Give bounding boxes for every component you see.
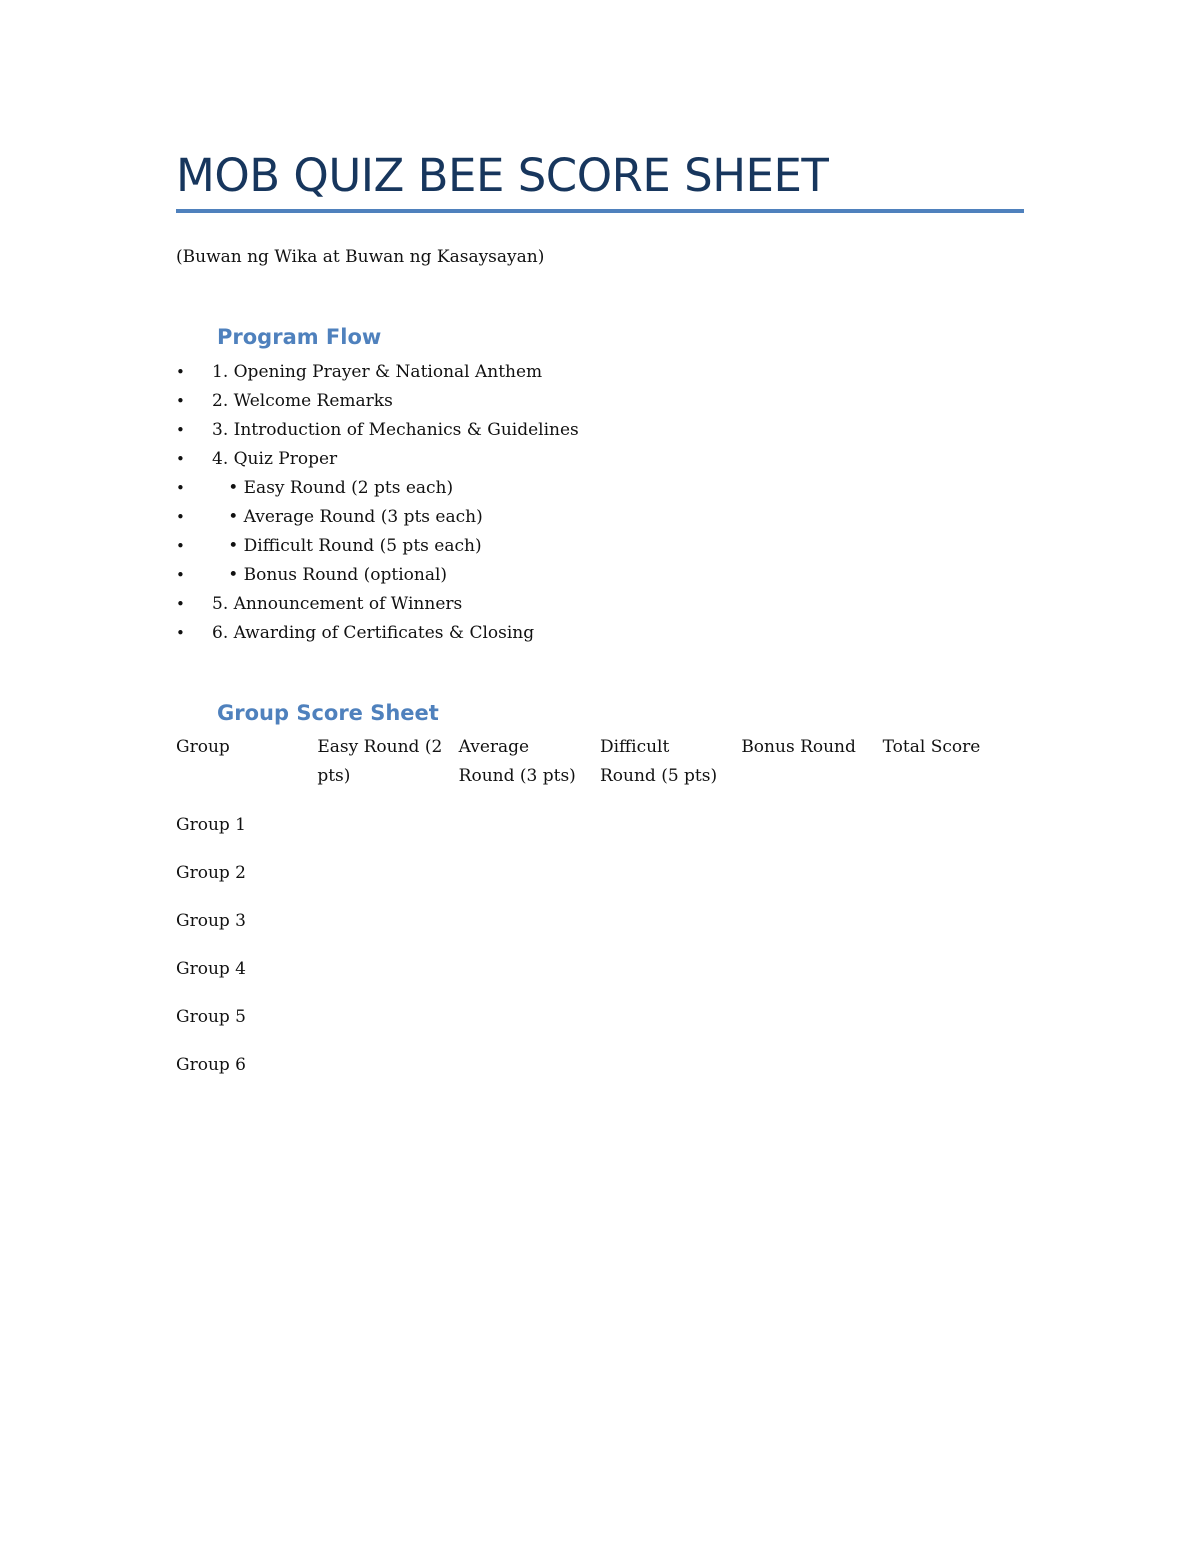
score-cell [883, 1003, 1024, 1051]
bullet-icon: • [176, 566, 185, 584]
table-row [176, 1003, 1024, 1051]
column-header: Difficult Round (5 pts) [599, 737, 718, 786]
score-cell [741, 859, 882, 907]
table-row [176, 955, 1024, 1003]
table-row [176, 1051, 1024, 1099]
score-cell [883, 907, 1024, 955]
score-cell [883, 811, 1024, 859]
group-name-cell: Group 4 [176, 959, 246, 979]
program-flow-item-text: • Difficult Round (5 pts each) [212, 536, 482, 556]
program-flow-item-text: • Bonus Round (optional) [212, 565, 448, 585]
column-header: Total Score [882, 737, 981, 757]
score-cell [600, 1051, 741, 1099]
score-cell [317, 1003, 458, 1051]
score-cell [741, 955, 882, 1003]
bullet-icon: • [176, 537, 185, 555]
score-table-header-row [176, 733, 1024, 811]
score-cell [317, 955, 458, 1003]
score-cell [883, 859, 1024, 907]
group-name-cell: Group 6 [176, 1055, 246, 1075]
score-cell [459, 859, 600, 907]
score-cell [317, 811, 458, 859]
program-flow-item-text: 1. Opening Prayer & National Anthem [212, 362, 543, 382]
bullet-icon: • [176, 363, 185, 381]
score-cell [317, 859, 458, 907]
group-score-table [176, 733, 1024, 1099]
document-subtitle: (Buwan ng Wika at Buwan ng Kasaysayan) [176, 247, 545, 267]
bullet-icon: • [176, 624, 185, 642]
column-header: Average Round (3 pts) [458, 737, 576, 786]
program-flow-item-text: 2. Welcome Remarks [212, 391, 393, 411]
score-cell [459, 907, 600, 955]
score-cell [741, 811, 882, 859]
score-cell [459, 1003, 600, 1051]
table-row [176, 811, 1024, 859]
program-flow-item-text: • Easy Round (2 pts each) [212, 478, 454, 498]
score-cell [600, 1003, 741, 1051]
score-cell [600, 811, 741, 859]
score-cell [459, 955, 600, 1003]
score-cell [600, 859, 741, 907]
score-cell [317, 907, 458, 955]
bullet-icon: • [176, 595, 185, 613]
program-flow-item-text: 5. Announcement of Winners [212, 594, 463, 614]
bullet-icon: • [176, 392, 185, 410]
score-cell [317, 1051, 458, 1099]
table-row [176, 907, 1024, 955]
title-underline [176, 209, 1024, 213]
score-cell [883, 955, 1024, 1003]
program-flow-item-text: 6. Awarding of Certificates & Closing [212, 623, 535, 643]
score-cell [600, 907, 741, 955]
score-cell [459, 811, 600, 859]
program-flow-item-text: 4. Quiz Proper [212, 449, 338, 469]
column-header: Bonus Round [741, 737, 856, 757]
program-flow-item-text: • Average Round (3 pts each) [212, 507, 483, 527]
document-title: MOB QUIZ BEE SCORE SHEET [176, 149, 829, 202]
score-cell [459, 1051, 600, 1099]
program-flow-item-text: 3. Introduction of Mechanics & Guidelines [212, 420, 579, 440]
column-header: Group [176, 737, 230, 757]
column-header: Easy Round (2 pts) [317, 737, 443, 786]
program-flow-heading: Program Flow [217, 325, 382, 349]
score-cell [741, 1003, 882, 1051]
score-cell [741, 1051, 882, 1099]
group-name-cell: Group 1 [176, 815, 246, 835]
group-name-cell: Group 5 [176, 1007, 246, 1027]
group-name-cell: Group 3 [176, 911, 246, 931]
score-cell [741, 907, 882, 955]
score-cell [883, 1051, 1024, 1099]
score-cell [600, 955, 741, 1003]
bullet-icon: • [176, 479, 185, 497]
bullet-icon: • [176, 450, 185, 468]
group-name-cell: Group 2 [176, 863, 246, 883]
table-row [176, 859, 1024, 907]
bullet-icon: • [176, 508, 185, 526]
group-score-sheet-heading: Group Score Sheet [217, 701, 439, 725]
bullet-icon: • [176, 421, 185, 439]
score-table-body [176, 811, 1024, 1099]
